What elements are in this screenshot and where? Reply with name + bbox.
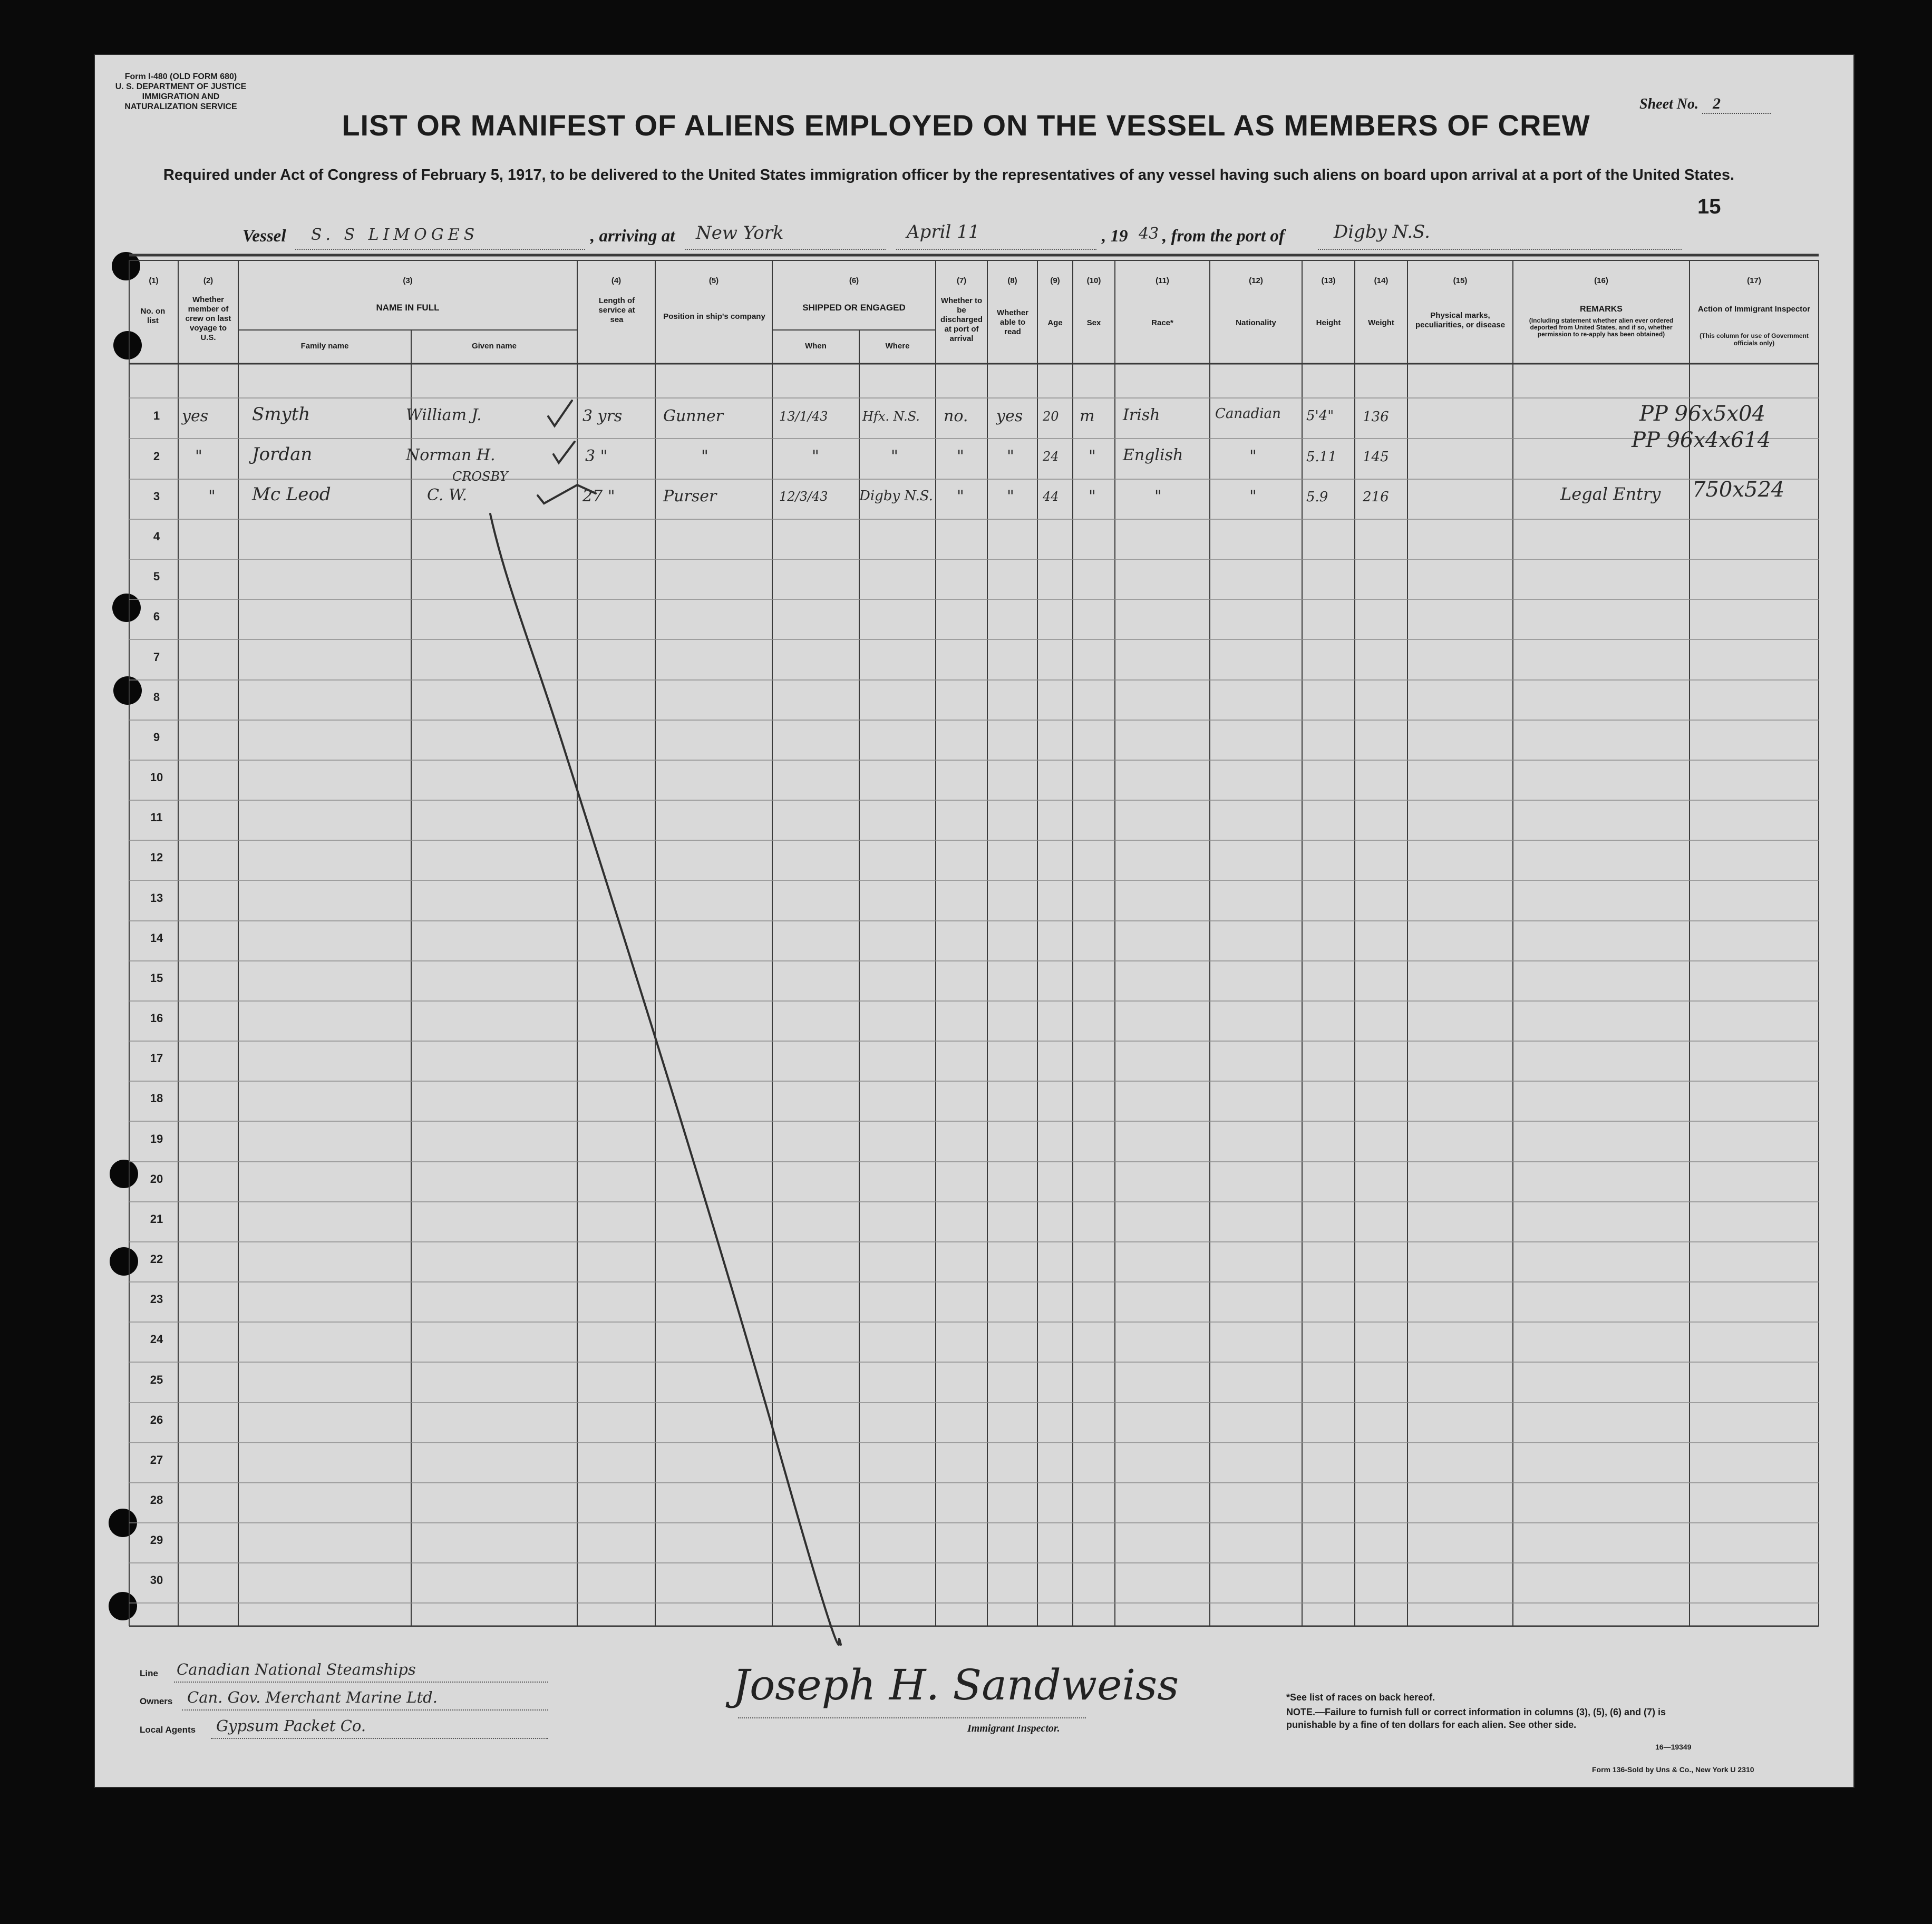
agents-value: Gypsum Packet Co. [216, 1717, 366, 1735]
col-3-label: NAME IN FULL [376, 303, 440, 313]
row-number: 23 [150, 1293, 163, 1306]
age-cell: 20 [1043, 409, 1059, 424]
sex-cell: " [1089, 447, 1096, 465]
family-name-cell: Jordan [252, 444, 313, 465]
agents-underline [211, 1738, 548, 1739]
row-number: 22 [150, 1252, 163, 1266]
row-number: 8 [153, 691, 160, 704]
row-number: 4 [153, 530, 160, 543]
owners-label: Owners [140, 1696, 173, 1706]
when-cell: 12/3/43 [779, 489, 828, 504]
family-name-cell: Mc Leod [252, 484, 331, 505]
row-number: 10 [150, 771, 163, 784]
document-code: 16—19349 [1655, 1743, 1692, 1751]
where-cell: Hfx. N.S. [862, 409, 920, 424]
when-header: When [805, 342, 827, 351]
given-name-header: Given name [471, 342, 517, 351]
signature-underline [738, 1717, 1086, 1718]
diagonal-pen-line [490, 514, 841, 1645]
last-voyage-cell: " [208, 487, 216, 506]
col-3-num: (3) [403, 276, 413, 285]
row-number: 12 [150, 851, 163, 864]
col-4-num: (4) [611, 276, 622, 285]
row-number: 24 [150, 1333, 163, 1346]
failure-note: NOTE.—Failure to furnish full or correct information in columns (3), (5), (6) and (7) is punishable by a fine of ten dollars for each alien. See other side. [1286, 1707, 1666, 1730]
discharged-cell: " [957, 447, 964, 465]
col-2-num: (2) [203, 276, 213, 285]
from-label: , from the port of [1162, 227, 1285, 246]
col-7-num: (7) [956, 276, 967, 285]
page-number: 15 [1697, 195, 1721, 218]
sex-cell: m [1080, 407, 1095, 425]
col-5-num: (5) [708, 276, 719, 285]
height-cell: 5.9 [1306, 489, 1328, 505]
inspector-label: Immigrant Inspector. [967, 1723, 1060, 1734]
department: U. S. DEPARTMENT OF JUSTICE [115, 82, 247, 91]
age-cell: 44 [1043, 489, 1059, 504]
col-14-num: (14) [1374, 276, 1389, 285]
weight-cell: 216 [1363, 489, 1389, 505]
height-cell: 5.11 [1306, 449, 1337, 465]
age-cell: 24 [1043, 449, 1059, 464]
col-2-label: Whether member of crew on last voyage to U.S. [185, 295, 231, 342]
col-9-num: (9) [1050, 276, 1060, 285]
col-17-label: Action of Immigrant Inspector [1697, 305, 1811, 314]
nationality-cell: " [1249, 487, 1257, 506]
arriving-label: , arriving at [590, 227, 675, 246]
row-number: 6 [153, 610, 160, 623]
read-cell: " [1007, 447, 1014, 465]
weight-cell: 145 [1363, 449, 1389, 465]
row-number: 29 [150, 1533, 163, 1547]
nationality-cell: " [1249, 447, 1257, 465]
row-number: 2 [153, 450, 160, 463]
position-cell: Gunner [663, 407, 724, 425]
col-15-label: Physical marks, peculiarities, or disease [1415, 311, 1506, 329]
when-cell: 13/1/43 [779, 409, 828, 424]
row-number: 18 [150, 1092, 163, 1105]
row-number: 14 [150, 931, 163, 945]
row-number: 7 [153, 650, 160, 664]
col-6-label: SHIPPED OR ENGAGED [802, 303, 906, 313]
row-number: 9 [153, 731, 160, 744]
owners-underline [182, 1709, 548, 1711]
col-15-num: (15) [1453, 276, 1468, 285]
line-value: Canadian National Steamships [177, 1660, 416, 1678]
from-port: Digby N.S. [1334, 221, 1430, 242]
where-cell: " [891, 447, 898, 465]
action-note: (This column for use of Government officials only) [1700, 332, 1809, 347]
position-cell: Purser [663, 487, 717, 506]
col-11-label: Race* [1151, 318, 1173, 327]
col-1-label: No. on list [140, 307, 166, 325]
printer-line: Form 136-Sold by Uns & Co., New York U 2310 [1592, 1765, 1754, 1774]
arriving-port: New York [696, 222, 784, 244]
family-name-header: Family name [300, 342, 349, 351]
row-number: 21 [150, 1212, 163, 1226]
last-voyage-cell: " [195, 447, 202, 465]
races-note: *See list of races on back hereof. [1286, 1692, 1435, 1703]
remarks-cell: Legal Entry [1560, 484, 1661, 504]
arrival-date: April 11 [907, 221, 980, 242]
row-number: 1 [153, 409, 160, 422]
form-number: Form I-480 (OLD FORM 680) [124, 72, 237, 81]
col-11-num: (11) [1156, 276, 1169, 285]
sex-cell: " [1089, 487, 1096, 506]
year-prefix: , 19 [1102, 227, 1128, 246]
col-8-label: Whether able to read [997, 308, 1028, 336]
row-number: 28 [150, 1493, 163, 1507]
row-number: 16 [150, 1012, 163, 1025]
row-number: 3 [153, 490, 160, 503]
line-underline [174, 1682, 548, 1683]
given-name-cell: C. W. [427, 486, 468, 504]
line-label: Line [140, 1668, 158, 1678]
inspector-signature: Joseph H. Sandweiss [733, 1660, 1179, 1709]
position-cell: " [701, 447, 708, 465]
nationality-cell: Canadian [1215, 406, 1281, 422]
given-name-cell: Norman H. [406, 446, 496, 464]
col-16-label: REMARKS [1580, 305, 1623, 314]
row-number: 17 [150, 1052, 163, 1065]
race-cell: " [1154, 487, 1162, 506]
check-mark-icon [554, 442, 575, 463]
agents-label: Local Agents [140, 1725, 196, 1735]
check-mark-icon [548, 401, 572, 426]
action-cell: 750x524 [1692, 478, 1785, 502]
col-9-label: Age [1047, 318, 1063, 327]
height-cell: 5'4" [1306, 408, 1334, 424]
sheet-value: 2 [1702, 95, 1771, 114]
discharged-cell: " [957, 487, 964, 506]
col-12-num: (12) [1249, 276, 1263, 285]
col-7-label: Whether to be discharged at port of arrival [940, 296, 983, 343]
service-cell: 3 yrs [582, 407, 623, 425]
given-name-cell: William J. [406, 406, 482, 424]
col-17-num: (17) [1747, 276, 1761, 285]
discharged-cell: no. [944, 407, 968, 425]
last-voyage-cell: yes [182, 407, 209, 425]
col-1-num: (1) [149, 276, 159, 285]
row-number: 27 [150, 1453, 163, 1466]
remarks-note: (Including statement whether alien ever ordered deported from United States, and if so, whether permission to re-apply has been obtained) [1529, 317, 1674, 338]
col-12-label: Nationality [1236, 318, 1276, 327]
col-8-num: (8) [1007, 276, 1017, 285]
owners-value: Can. Gov. Merchant Marine Ltd. [187, 1688, 438, 1706]
read-cell: " [1007, 487, 1014, 506]
race-cell: Irish [1123, 406, 1160, 424]
col-5-label: Position in ship's company [663, 312, 765, 321]
action-cell: PP 96x4x614 [1632, 428, 1771, 452]
row-number: 13 [150, 891, 163, 905]
sheet-label: Sheet No. [1639, 96, 1698, 112]
row-number: 5 [153, 570, 160, 583]
read-cell: yes [996, 407, 1023, 425]
col-14-label: Weight [1368, 318, 1394, 327]
where-cell: Digby N.S. [859, 488, 933, 504]
row-number: 25 [150, 1373, 163, 1386]
col-13-num: (13) [1321, 276, 1336, 285]
service-cell: 3 " [585, 447, 608, 465]
col-16-num: (16) [1594, 276, 1608, 285]
when-cell: " [812, 447, 819, 465]
check-mark-icon [538, 485, 596, 503]
col-10-num: (10) [1086, 276, 1101, 285]
requirement-text: Required under Act of Congress of February 5, 1917, to be delivered to the United States immigration officer by the representatives of any vessel having such aliens on board upon arrival at a port of the United States. [163, 167, 1735, 183]
where-header: Where [885, 342, 910, 351]
family-name-cell: Smyth [252, 404, 310, 425]
row-number: 20 [150, 1172, 163, 1186]
service: IMMIGRATION AND NATURALIZATION SERVICE [124, 92, 237, 111]
service-cell: 27 " [582, 487, 615, 506]
row-number: 30 [150, 1573, 163, 1587]
row-number: 11 [150, 811, 163, 824]
vessel-label: Vessel [242, 227, 286, 246]
arrival-year: 43 [1139, 225, 1159, 243]
given-name-correction: CROSBY [452, 469, 508, 484]
page-title: LIST OR MANIFEST OF ALIENS EMPLOYED ON THE VESSEL AS MEMBERS OF CREW [342, 109, 1590, 142]
col-13-label: Height [1316, 318, 1341, 327]
action-cell: PP 96x5x04 [1639, 402, 1765, 426]
row-number: 15 [150, 971, 163, 985]
col-4-label: Length of service at sea [598, 296, 635, 324]
row-number: 26 [150, 1413, 163, 1426]
vessel-name: S. S LIMOGES [311, 226, 479, 244]
row-number: 19 [150, 1132, 163, 1145]
race-cell: English [1123, 446, 1183, 464]
col-10-label: Sex [1086, 318, 1101, 327]
col-6-num: (6) [849, 276, 859, 285]
weight-cell: 136 [1363, 409, 1389, 425]
